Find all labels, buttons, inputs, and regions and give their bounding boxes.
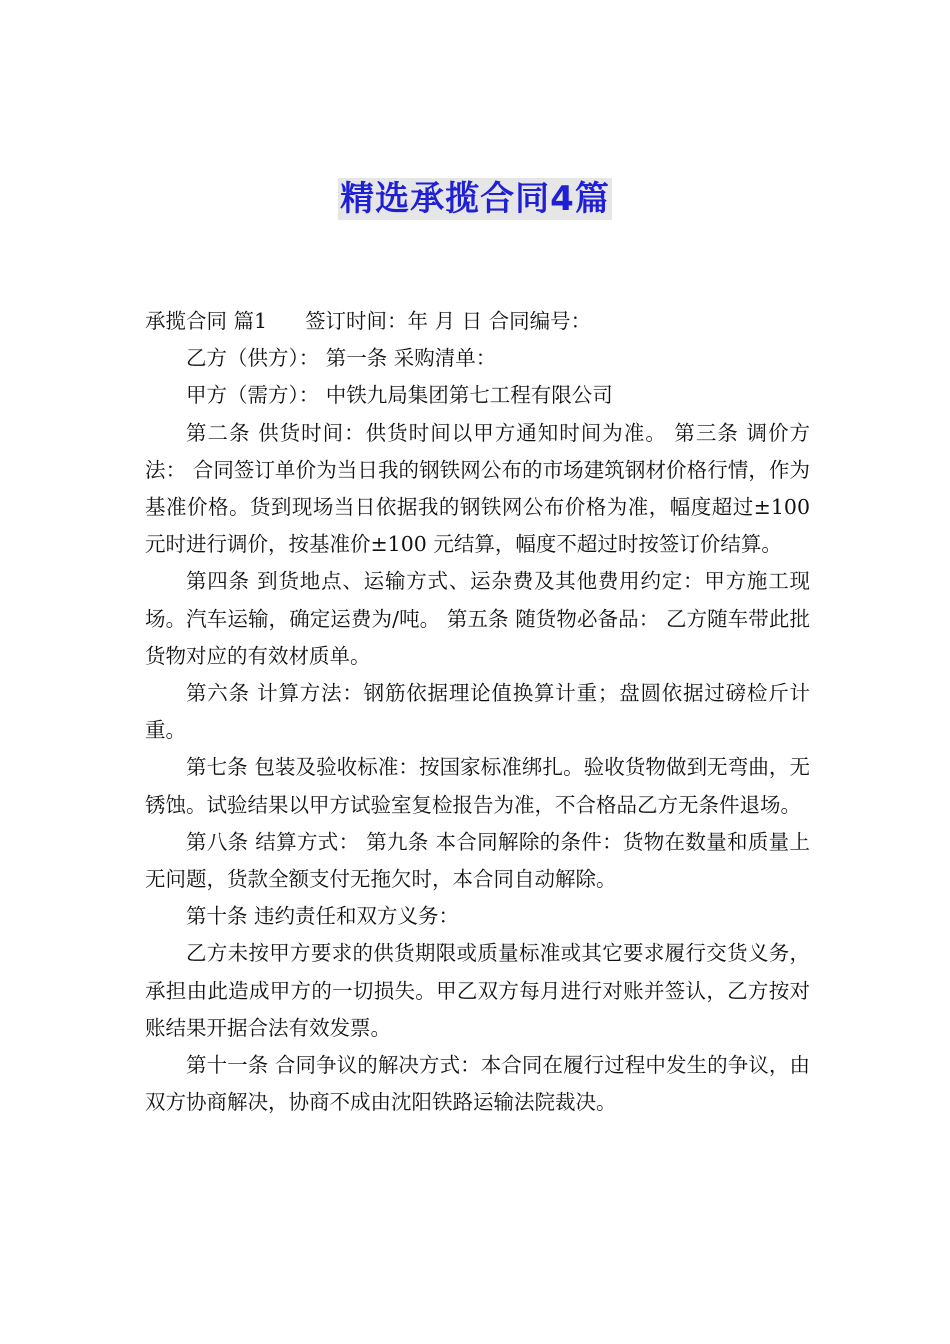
contract-heading-line	[145, 303, 810, 340]
paragraph: 第四条 到货地点、运输方式、运杂费及其他费用约定：甲方施工现场。汽车运输，确定运费为/吨。 第五条 随货物必备品： 乙方随车带此批货物对应的有效材质单。	[145, 569, 810, 668]
paragraph: 第六条 计算方法：钢筋依据理论值换算计重；盘圆依据过磅检斤计重。	[145, 681, 810, 743]
paragraph: 第十一条 合同争议的解决方式：本合同在履行过程中发生的争议，由双方协商解决，协商不成由沈阳铁路运输法院裁决。	[145, 1053, 810, 1115]
paragraph: 乙方（供方）： 第一条 采购清单：	[186, 346, 497, 371]
paragraph: 第八条 结算方式： 第九条 本合同解除的条件：货物在数量和质量上无问题，货款全额支付无拖欠时，本合同自动解除。	[145, 829, 810, 892]
contract-heading: 承揽合同 篇1	[145, 309, 268, 333]
document-body	[145, 303, 810, 1121]
paragraph: 甲方（需方）： 中铁九局集团第七工程有限公司	[186, 383, 613, 408]
signing-info: 签订时间：年 月 日 合同编号：	[305, 309, 592, 333]
document-title: 精选承揽合同4篇	[340, 179, 610, 219]
paragraph: 第二条 供货时间：供货时间以甲方通知时间为准。 第三条 调价方法： 合同签订单价为当日我的钢铁网公布的市场建筑钢材价格行情，作为基准价格。货到现场当日依据我的钢铁网公布价格为准，幅度超过±100 元时进行调价，按基准价±100 元结算，幅度不超过时按签订价结算。	[145, 420, 810, 557]
paragraph: 第十条 违约责任和双方义务：	[186, 904, 460, 929]
title-wrapper	[0, 178, 950, 220]
paragraph: 第七条 包装及验收标准：按国家标准绑扎。验收货物做到无弯曲，无锈蚀。试验结果以甲方试验室复检报告为准，不合格品乙方无条件退场。	[145, 755, 810, 817]
paragraph: 乙方未按甲方要求的供货期限或质量标准或其它要求履行交货义务，承担由此造成甲方的一切损失。甲乙双方每月进行对账并签认，乙方按对账结果开据合法有效发票。	[145, 941, 810, 1040]
